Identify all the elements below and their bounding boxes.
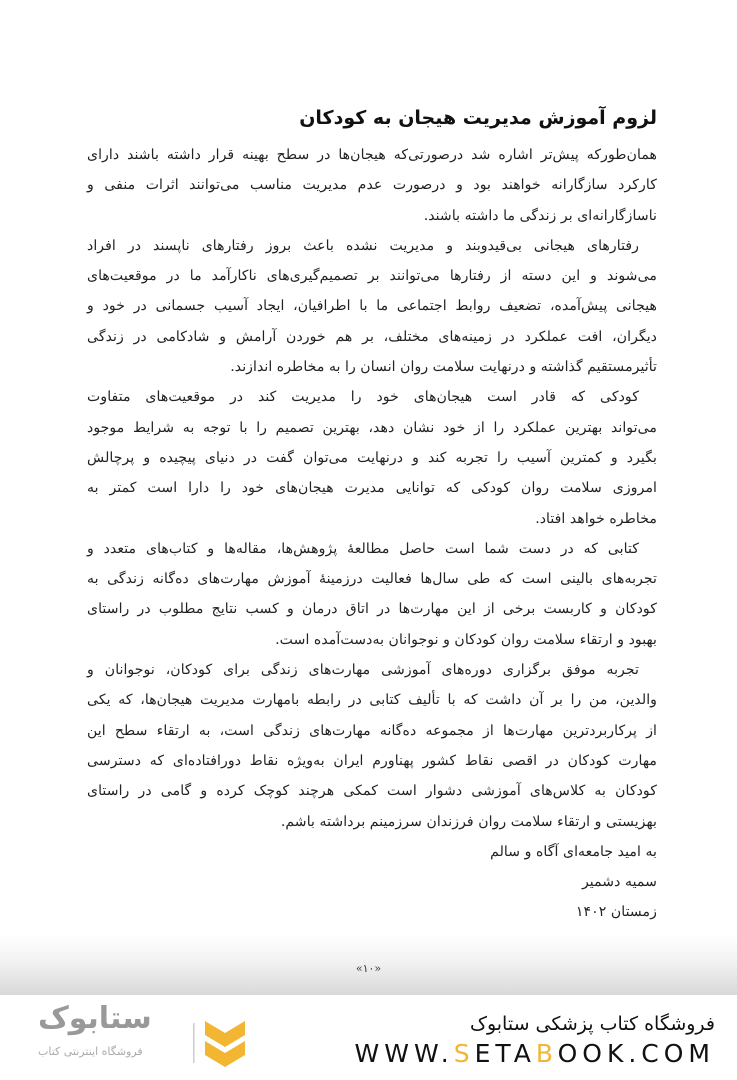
paragraph-line: بهزیستی و ارتقاء سلامت روان فرزندان سرزمینم برداشته باشم. [280,813,657,830]
paragraph-line: امروزی سلامت روان کودکی که توانایی مدیرت هیجان‌های خود را دارا است کمتر به [87,480,657,497]
paragraph-line: دیگران، افت عملکرد در زمینه‌های مختلف، بر هم خوردن آرامش و شادکامی در زندگی [87,328,657,345]
paragraph-line: مخاطره خواهد افتاد. [535,510,657,527]
store-url[interactable] [355,1039,715,1068]
paragraph-line: کتابی که در دست شما است حاصل مطالعهٔ پژوهش‌ها، مقاله‌ها و کتاب‌های متعدد و [87,540,639,557]
logo-subtitle: فروشگاه اینترنتی کتاب [38,1045,143,1058]
closing-signature [87,837,657,928]
paragraph-line: می‌شوند و این دسته از رفتارها می‌توانند بر تصمیم‌گیری‌های ناکارآمد ما در موقعیت‌های [87,268,657,285]
paragraph-line: کودکان و کاربست برخی از این مهارت‌ها در اتاق درمان و کسب نتایج مطلوب در راستای [87,601,657,618]
url-highlight: S [453,1039,475,1068]
store-name: فروشگاه کتاب پزشکی ستابوک [469,1013,715,1035]
paragraph-line: تأثیرمستقیم گذاشته و درنهایت سلامت روان انسان را به مخاطره اندازند. [230,359,657,376]
url-part: OOK.COM [557,1039,715,1068]
url-part: WWW. [354,1039,454,1068]
paragraph-line: رفتارهای هیجانی بی‌قیدوبند و مدیریت نشده باعث بروز رفتارهای ناپسند در افراد [87,237,639,254]
date: زمستان ۱۴۰۲ [575,904,657,921]
paragraph [87,655,657,837]
page-number: «۱۰» [355,962,382,975]
page-content [87,100,657,928]
paragraph-line: هیجانی پیش‌آمده، تضعیف روابط اجتماعی ما با اطرافیان، ایجاد آسیب جسمانی در خود و [87,298,657,315]
paragraph [87,231,657,382]
paragraph-line: کارکرد سازگارانه خواهند بود و درصورت عدم مدیریت مناسب می‌توانند اثرات منفی و [87,177,657,194]
url-highlight: B [535,1039,558,1068]
footer-banner [0,995,737,1080]
paragraph-line: والدین، من را بر آن داشت که با تألیف کتابی در رابطه بامهارت مدیریت هیجان‌ها، که یکی [87,692,657,709]
logo-text: ستابوک [38,1001,152,1036]
paragraph-line: کودکی که قادر است هیجان‌های خود را مدیریت کند در موقعیت‌های متفاوت [87,389,639,406]
closing-wish: به امید جامعه‌ای آگاه و سالم [490,843,657,860]
paragraph-line: بهبود و ارتقاء سلامت روان کودکان و نوجوانان به‌دست‌آمده است. [275,631,657,648]
paragraph [87,534,657,655]
section-title: لزوم آموزش مدیریت هیجان به کودکان [299,107,657,129]
paragraph-line: همان‌طورکه پیش‌تر اشاره شد درصورتی‌که هیجان‌ها در سطح بهینه قرار داشته باشند دارای [87,147,657,163]
body-text [87,140,657,837]
paragraph-line: کودکان به کلاس‌های آموزشی دشوار است کمکی هرچند کوچک کرده و گامی در راستای [87,783,657,800]
paragraph-line: تجربه موفق برگزاری دوره‌های آموزشی مهارت‌های زندگی برای کودکان، نوجوانان و [87,662,639,679]
paragraph-line: از پرکاربردترین مهارت‌ها از مجموعه ده‌گانه مهارت‌های زندگی است، به ارتقاء سطح این [87,722,657,739]
url-part: ETA [474,1039,536,1068]
paragraph-line: مهارت کودکان در اقصی نقاط کشور پهناورم ایران به‌ویژه نقاط دورافتاده‌ای که دسترسی [87,752,657,769]
paragraph [87,140,657,231]
author-name: سمیه دشمیر [581,874,657,891]
paragraph-line: بگیرد و کمترین آسیب را تجربه کند و درنهایت می‌توان گفت در دنیای پیچیده و پرچالش [87,449,657,466]
paragraph-line: تجربه‌های بالینی است که طی سال‌ها فعالیت درزمینهٔ آموزش مهارت‌های ده‌گانه زندگی به [87,571,657,588]
paragraph-line: می‌تواند بهترین عملکرد را از خود نشان دهد، بهترین تصمیم را با توجه به شرایط موجود [87,419,657,436]
paragraph [87,382,657,533]
paragraph-line: ناسازگارانه‌ای بر زندگی ما داشته باشند. [423,207,657,224]
